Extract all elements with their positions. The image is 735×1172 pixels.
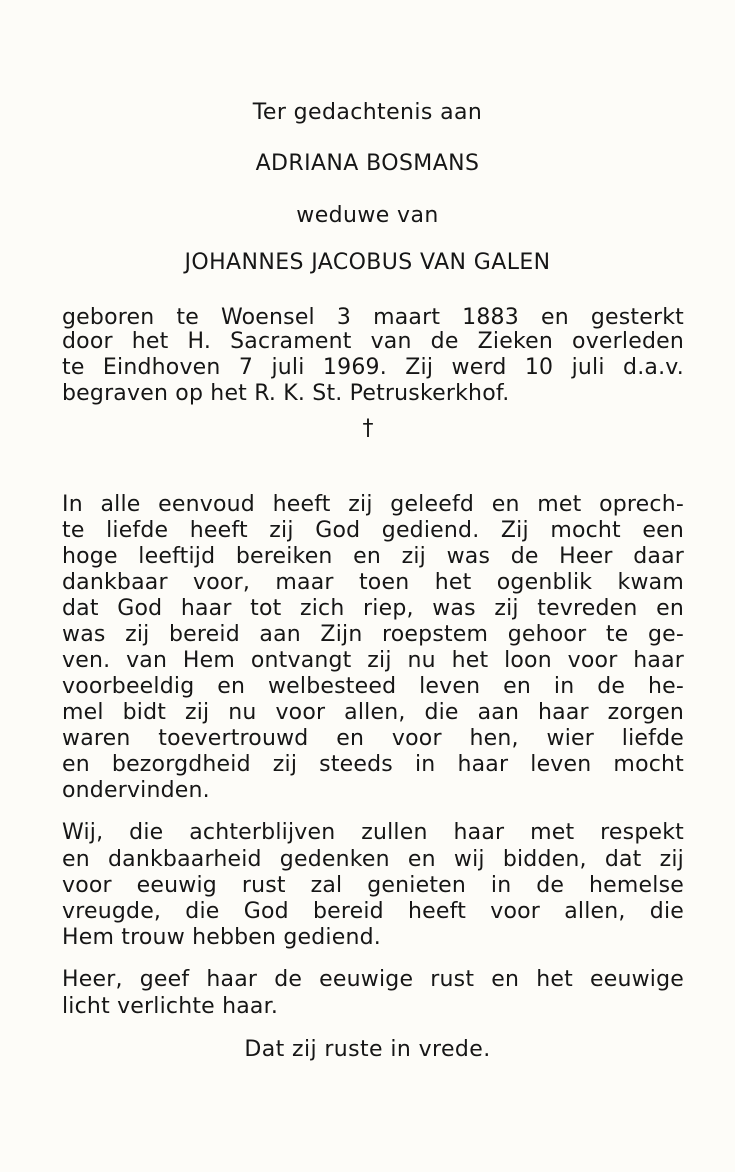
tribute-line: voorbeeldig en welbesteed leven en in de he- [62,674,684,699]
remembrance-line: Wij, die achterblijven zullen haar met respekt [62,820,684,845]
biography-line: geboren te Woensel 3 maart 1883 en gesterkt [62,305,684,330]
cross-icon: † [362,416,374,441]
tribute-line: dankbaar voor, maar toen het ogenblik kwam [62,570,684,595]
tribute-line: hoge leeftijd bereiken en zij was de Heer daar [62,544,684,569]
tribute-line: en bezorgdheid zij steeds in haar leven mocht [62,752,684,777]
tribute-line: te liefde heeft zij God gediend. Zij mocht een [62,518,684,543]
closing-blessing: Dat zij ruste in vrede. [244,1037,491,1062]
remembrance-line: voor eeuwig rust zal genieten in de hemelse [62,873,684,898]
biography-line: te Eindhoven 7 juli 1969. Zij werd 10 juli d.a.v. [62,355,684,380]
spouse-name: JOHANNES JACOBUS VAN GALEN [184,250,551,275]
remembrance-line: vreugde, die God bereid heeft voor allen, die [62,899,684,924]
widow-of-label: weduwe van [296,203,439,228]
biography-line: begraven op het R. K. St. Petruskerkhof. [62,381,510,406]
tribute-line: was zij bereid aan Zijn roepstem gehoor te ge- [62,622,684,647]
prayer-line: licht verlichte haar. [62,994,279,1019]
remembrance-line: en dankbaarheid gedenken en wij bidden, dat zij [62,847,684,872]
tribute-line: ven. van Hem ontvangt zij nu het loon voor haar [62,648,684,673]
tribute-line: mel bidt zij nu voor allen, die aan haar zorgen [62,700,684,725]
tribute-line: waren toevertrouwd en voor hen, wier liefde [62,726,684,751]
tribute-line: In alle eenvoud heeft zij geleefd en met oprech- [62,492,684,517]
tribute-line: dat God haar tot zich riep, was zij tevreden en [62,596,684,621]
tribute-line: ondervinden. [62,778,210,803]
deceased-name: ADRIANA BOSMANS [255,151,480,176]
prayer-line: Heer, geef haar de eeuwige rust en het eeuwige [62,967,684,992]
in-memory-heading: Ter gedachtenis aan [252,100,483,125]
remembrance-line: Hem trouw hebben gediend. [62,925,381,950]
biography-line: door het H. Sacrament van de Zieken overleden [62,329,684,354]
